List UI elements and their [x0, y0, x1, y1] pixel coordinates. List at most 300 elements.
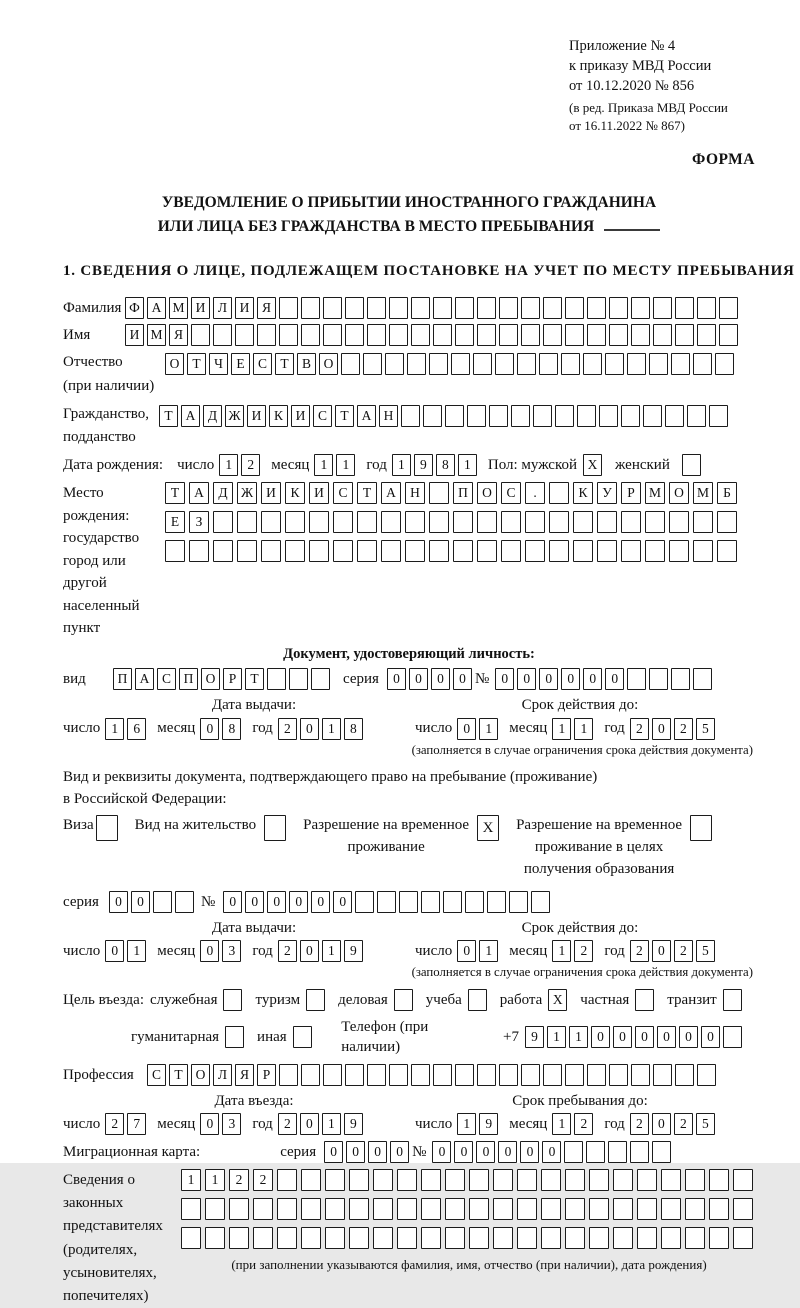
representatives-cell[interactable] — [709, 1169, 729, 1191]
birthplace-cell[interactable] — [549, 540, 569, 562]
citizenship-cell[interactable] — [489, 405, 508, 427]
representatives-cell[interactable] — [253, 1198, 273, 1220]
surname-cell[interactable] — [543, 297, 562, 319]
patronymic-cell[interactable]: Ч — [209, 353, 228, 375]
doc-kind-cell[interactable]: С — [157, 668, 176, 690]
representatives-cell[interactable]: 2 — [229, 1169, 249, 1191]
birthplace-cell[interactable] — [477, 540, 497, 562]
birthplace-cell[interactable]: . — [525, 482, 545, 504]
representatives-cell[interactable] — [301, 1198, 321, 1220]
birthplace-cell[interactable] — [429, 482, 449, 504]
entry-year-cell[interactable]: 1 — [322, 1113, 341, 1135]
purpose-checkbox-cell[interactable]: X — [548, 989, 567, 1011]
citizenship-cell[interactable]: Н — [379, 405, 398, 427]
res-valid-day-cell[interactable]: 1 — [479, 940, 498, 962]
surname-cell[interactable]: А — [147, 297, 166, 319]
representatives-cell[interactable] — [661, 1198, 681, 1220]
citizenship-cell[interactable] — [643, 405, 662, 427]
res-valid-year-cell[interactable]: 0 — [652, 940, 671, 962]
doc-kind-cell[interactable] — [289, 668, 308, 690]
phone-cell[interactable] — [723, 1026, 742, 1048]
resdoc-number-cell[interactable] — [531, 891, 550, 913]
resdoc-number-cell[interactable] — [399, 891, 418, 913]
representatives-cell[interactable] — [541, 1169, 561, 1191]
birthplace-cell[interactable] — [597, 540, 617, 562]
surname-cell[interactable] — [433, 297, 452, 319]
representatives-cell[interactable] — [181, 1227, 201, 1249]
stay-month-cell[interactable]: 2 — [574, 1113, 593, 1135]
profession-cell[interactable]: Т — [169, 1064, 188, 1086]
res-valid-day-cell[interactable]: 0 — [457, 940, 476, 962]
birthplace-cell[interactable] — [333, 540, 353, 562]
patronymic-cell[interactable]: Т — [275, 353, 294, 375]
migcard-number-cell[interactable] — [586, 1141, 605, 1163]
migcard-series-cell[interactable]: 0 — [346, 1141, 365, 1163]
representatives-cell[interactable] — [373, 1227, 393, 1249]
firstname-cell[interactable] — [521, 324, 540, 346]
firstname-cell[interactable] — [455, 324, 474, 346]
res-valid-year-cell[interactable]: 5 — [696, 940, 715, 962]
profession-cell[interactable]: Р — [257, 1064, 276, 1086]
birth-day-cell[interactable]: 2 — [241, 454, 260, 476]
birthplace-cell[interactable] — [549, 482, 569, 504]
representatives-cell[interactable] — [709, 1227, 729, 1249]
surname-cell[interactable] — [301, 297, 320, 319]
birthplace-cell[interactable] — [189, 540, 209, 562]
birthplace-cell[interactable] — [333, 511, 353, 533]
doc-kind-cell[interactable]: П — [179, 668, 198, 690]
firstname-cell[interactable] — [257, 324, 276, 346]
citizenship-cell[interactable]: К — [269, 405, 288, 427]
birthplace-cell[interactable] — [357, 511, 377, 533]
purpose-checkbox-cell[interactable] — [468, 989, 487, 1011]
patronymic-cell[interactable] — [583, 353, 602, 375]
migcard-number-cell[interactable]: 0 — [432, 1141, 451, 1163]
birthplace-cell[interactable]: Т — [165, 482, 185, 504]
birthplace-cell[interactable]: К — [573, 482, 593, 504]
firstname-cell[interactable] — [499, 324, 518, 346]
birthplace-cell[interactable] — [453, 511, 473, 533]
birthplace-cell[interactable] — [405, 540, 425, 562]
purpose-checkbox-cell[interactable] — [635, 989, 654, 1011]
resdoc-series-cell[interactable]: 0 — [109, 891, 128, 913]
entry-year-cell[interactable]: 9 — [344, 1113, 363, 1135]
citizenship-cell[interactable]: А — [357, 405, 376, 427]
doc-kind-cell[interactable]: А — [135, 668, 154, 690]
id-valid-year-cell[interactable]: 5 — [696, 718, 715, 740]
firstname-cell[interactable]: М — [147, 324, 166, 346]
patronymic-cell[interactable] — [407, 353, 426, 375]
surname-cell[interactable] — [697, 297, 716, 319]
surname-cell[interactable] — [587, 297, 606, 319]
firstname-cell[interactable] — [565, 324, 584, 346]
resdoc-number-cell[interactable] — [377, 891, 396, 913]
representatives-cell[interactable] — [469, 1169, 489, 1191]
purpose-checkbox-cell[interactable] — [723, 989, 742, 1011]
birthplace-cell[interactable] — [309, 540, 329, 562]
doc-number-cell[interactable]: 0 — [517, 668, 536, 690]
representatives-cell[interactable] — [205, 1227, 225, 1249]
resdoc-number-cell[interactable]: 0 — [333, 891, 352, 913]
birthplace-cell[interactable] — [597, 511, 617, 533]
stay-day-cell[interactable]: 1 — [457, 1113, 476, 1135]
birthplace-cell[interactable]: А — [381, 482, 401, 504]
res-issue-day-cell[interactable]: 0 — [105, 940, 124, 962]
representatives-cell[interactable]: 1 — [205, 1169, 225, 1191]
representatives-cell[interactable] — [541, 1198, 561, 1220]
stay-year-cell[interactable]: 5 — [696, 1113, 715, 1135]
surname-cell[interactable]: Я — [257, 297, 276, 319]
birthplace-cell[interactable] — [621, 511, 641, 533]
purpose-checkbox-cell[interactable] — [394, 989, 413, 1011]
representatives-cell[interactable] — [397, 1198, 417, 1220]
firstname-cell[interactable] — [279, 324, 298, 346]
citizenship-cell[interactable] — [533, 405, 552, 427]
res-issue-day-cell[interactable]: 1 — [127, 940, 146, 962]
profession-cell[interactable] — [301, 1064, 320, 1086]
id-issue-day-cell[interactable]: 6 — [127, 718, 146, 740]
profession-cell[interactable] — [697, 1064, 716, 1086]
id-valid-day-cell[interactable]: 0 — [457, 718, 476, 740]
citizenship-cell[interactable] — [621, 405, 640, 427]
firstname-cell[interactable] — [433, 324, 452, 346]
birthplace-cell[interactable] — [549, 511, 569, 533]
representatives-cell[interactable]: 2 — [253, 1169, 273, 1191]
profession-cell[interactable] — [499, 1064, 518, 1086]
resdoc-number-cell[interactable]: 0 — [223, 891, 242, 913]
doc-number-cell[interactable] — [693, 668, 712, 690]
birthplace-cell[interactable]: О — [669, 482, 689, 504]
profession-cell[interactable] — [653, 1064, 672, 1086]
res-valid-year-cell[interactable]: 2 — [674, 940, 693, 962]
surname-cell[interactable] — [631, 297, 650, 319]
patronymic-cell[interactable] — [341, 353, 360, 375]
representatives-cell[interactable] — [301, 1227, 321, 1249]
patronymic-cell[interactable] — [451, 353, 470, 375]
birthplace-cell[interactable] — [381, 511, 401, 533]
representatives-cell[interactable] — [661, 1169, 681, 1191]
profession-cell[interactable] — [411, 1064, 430, 1086]
representatives-cell[interactable] — [277, 1227, 297, 1249]
id-valid-year-cell[interactable]: 2 — [630, 718, 649, 740]
phone-cell[interactable]: 0 — [657, 1026, 676, 1048]
surname-cell[interactable] — [609, 297, 628, 319]
birthplace-cell[interactable] — [501, 511, 521, 533]
surname-cell[interactable] — [389, 297, 408, 319]
phone-cell[interactable]: 9 — [525, 1026, 544, 1048]
firstname-cell[interactable] — [191, 324, 210, 346]
surname-cell[interactable] — [719, 297, 738, 319]
representatives-cell[interactable] — [637, 1169, 657, 1191]
id-valid-month-cell[interactable]: 1 — [574, 718, 593, 740]
profession-cell[interactable] — [279, 1064, 298, 1086]
resdoc-series-cell[interactable] — [153, 891, 172, 913]
entry-month-cell[interactable]: 0 — [200, 1113, 219, 1135]
patronymic-cell[interactable] — [363, 353, 382, 375]
resdoc-number-cell[interactable] — [487, 891, 506, 913]
representatives-cell[interactable] — [325, 1198, 345, 1220]
birthplace-cell[interactable] — [261, 511, 281, 533]
profession-cell[interactable] — [543, 1064, 562, 1086]
id-issue-year-cell[interactable]: 8 — [344, 718, 363, 740]
id-valid-year-cell[interactable]: 0 — [652, 718, 671, 740]
representatives-cell[interactable] — [517, 1169, 537, 1191]
citizenship-cell[interactable] — [709, 405, 728, 427]
representatives-cell[interactable] — [445, 1169, 465, 1191]
patronymic-cell[interactable]: В — [297, 353, 316, 375]
migcard-number-cell[interactable]: 0 — [498, 1141, 517, 1163]
entry-year-cell[interactable]: 0 — [300, 1113, 319, 1135]
birthplace-cell[interactable] — [693, 540, 713, 562]
representatives-cell[interactable] — [493, 1227, 513, 1249]
resdoc-number-cell[interactable] — [421, 891, 440, 913]
firstname-cell[interactable] — [543, 324, 562, 346]
representatives-cell[interactable] — [637, 1227, 657, 1249]
representatives-cell[interactable] — [541, 1227, 561, 1249]
representatives-cell[interactable] — [301, 1169, 321, 1191]
migcard-number-cell[interactable]: 0 — [476, 1141, 495, 1163]
representatives-cell[interactable] — [709, 1198, 729, 1220]
profession-cell[interactable] — [521, 1064, 540, 1086]
birthplace-cell[interactable] — [381, 540, 401, 562]
birthplace-cell[interactable]: Д — [213, 482, 233, 504]
migcard-number-cell[interactable] — [608, 1141, 627, 1163]
res-issue-year-cell[interactable]: 9 — [344, 940, 363, 962]
representatives-cell[interactable] — [589, 1198, 609, 1220]
citizenship-cell[interactable]: Т — [159, 405, 178, 427]
representatives-cell[interactable] — [325, 1169, 345, 1191]
birthplace-cell[interactable]: Р — [621, 482, 641, 504]
id-valid-month-cell[interactable]: 1 — [552, 718, 571, 740]
res-issue-year-cell[interactable]: 1 — [322, 940, 341, 962]
citizenship-cell[interactable] — [511, 405, 530, 427]
doc-kind-cell[interactable]: Т — [245, 668, 264, 690]
citizenship-cell[interactable]: И — [247, 405, 266, 427]
birth-year-cell[interactable]: 1 — [458, 454, 477, 476]
birthplace-cell[interactable]: А — [189, 482, 209, 504]
birthplace-cell[interactable] — [357, 540, 377, 562]
res-issue-month-cell[interactable]: 3 — [222, 940, 241, 962]
citizenship-cell[interactable]: Ж — [225, 405, 244, 427]
birthplace-cell[interactable]: С — [501, 482, 521, 504]
surname-cell[interactable] — [323, 297, 342, 319]
representatives-cell[interactable] — [637, 1198, 657, 1220]
firstname-cell[interactable] — [235, 324, 254, 346]
profession-cell[interactable]: О — [191, 1064, 210, 1086]
birth-year-cell[interactable]: 8 — [436, 454, 455, 476]
birthplace-cell[interactable] — [669, 511, 689, 533]
birthplace-cell[interactable]: Ж — [237, 482, 257, 504]
patronymic-cell[interactable] — [627, 353, 646, 375]
purpose-checkbox-cell[interactable] — [293, 1026, 312, 1048]
birthplace-cell[interactable]: У — [597, 482, 617, 504]
firstname-cell[interactable] — [367, 324, 386, 346]
representatives-cell[interactable] — [469, 1227, 489, 1249]
representatives-cell[interactable] — [469, 1198, 489, 1220]
phone-cell[interactable]: 0 — [701, 1026, 720, 1048]
birthplace-cell[interactable]: Н — [405, 482, 425, 504]
representatives-cell[interactable] — [277, 1169, 297, 1191]
birth-day-cell[interactable]: 1 — [219, 454, 238, 476]
patronymic-cell[interactable]: С — [253, 353, 272, 375]
patronymic-cell[interactable] — [605, 353, 624, 375]
citizenship-cell[interactable] — [467, 405, 486, 427]
representatives-cell[interactable] — [565, 1169, 585, 1191]
citizenship-cell[interactable] — [401, 405, 420, 427]
birthplace-cell[interactable]: С — [333, 482, 353, 504]
birthplace-cell[interactable]: Б — [717, 482, 737, 504]
birthplace-cell[interactable] — [501, 540, 521, 562]
resdoc-number-cell[interactable] — [443, 891, 462, 913]
doc-kind-cell[interactable] — [311, 668, 330, 690]
profession-cell[interactable] — [675, 1064, 694, 1086]
profession-cell[interactable]: Я — [235, 1064, 254, 1086]
citizenship-cell[interactable] — [665, 405, 684, 427]
representatives-cell[interactable] — [565, 1198, 585, 1220]
firstname-cell[interactable] — [653, 324, 672, 346]
representatives-cell[interactable] — [181, 1198, 201, 1220]
representatives-cell[interactable] — [397, 1227, 417, 1249]
citizenship-cell[interactable] — [423, 405, 442, 427]
resdoc-number-cell[interactable] — [465, 891, 484, 913]
profession-cell[interactable] — [609, 1064, 628, 1086]
doc-number-cell[interactable]: 0 — [561, 668, 580, 690]
migcard-number-cell[interactable]: 0 — [520, 1141, 539, 1163]
representatives-cell[interactable] — [253, 1227, 273, 1249]
representatives-cell[interactable] — [445, 1227, 465, 1249]
doc-number-cell[interactable] — [627, 668, 646, 690]
firstname-cell[interactable] — [719, 324, 738, 346]
doc-number-cell[interactable]: 0 — [495, 668, 514, 690]
representatives-cell[interactable] — [565, 1227, 585, 1249]
resdoc-number-cell[interactable] — [509, 891, 528, 913]
temp-residence-education-checkbox-cell[interactable] — [690, 815, 712, 841]
birthplace-cell[interactable] — [165, 540, 185, 562]
birthplace-cell[interactable] — [573, 540, 593, 562]
representatives-cell[interactable] — [733, 1198, 753, 1220]
citizenship-cell[interactable] — [445, 405, 464, 427]
patronymic-cell[interactable] — [517, 353, 536, 375]
representatives-cell[interactable]: 1 — [181, 1169, 201, 1191]
representatives-cell[interactable] — [421, 1198, 441, 1220]
firstname-cell[interactable] — [389, 324, 408, 346]
id-issue-month-cell[interactable]: 8 — [222, 718, 241, 740]
birthplace-cell[interactable]: М — [645, 482, 665, 504]
migcard-number-cell[interactable] — [630, 1141, 649, 1163]
id-valid-day-cell[interactable]: 1 — [479, 718, 498, 740]
phone-cell[interactable]: 0 — [591, 1026, 610, 1048]
res-valid-year-cell[interactable]: 2 — [630, 940, 649, 962]
doc-number-cell[interactable]: 0 — [583, 668, 602, 690]
birthplace-cell[interactable] — [573, 511, 593, 533]
id-issue-year-cell[interactable]: 1 — [322, 718, 341, 740]
migcard-series-cell[interactable]: 0 — [368, 1141, 387, 1163]
representatives-cell[interactable] — [517, 1198, 537, 1220]
birthplace-cell[interactable]: О — [477, 482, 497, 504]
representatives-cell[interactable] — [373, 1198, 393, 1220]
birthplace-cell[interactable] — [645, 540, 665, 562]
surname-cell[interactable] — [499, 297, 518, 319]
surname-cell[interactable] — [279, 297, 298, 319]
doc-series-cell[interactable]: 0 — [431, 668, 450, 690]
patronymic-cell[interactable] — [429, 353, 448, 375]
surname-cell[interactable] — [565, 297, 584, 319]
representatives-cell[interactable] — [493, 1198, 513, 1220]
citizenship-cell[interactable]: И — [291, 405, 310, 427]
profession-cell[interactable] — [345, 1064, 364, 1086]
patronymic-cell[interactable]: Т — [187, 353, 206, 375]
representatives-cell[interactable] — [421, 1169, 441, 1191]
birthplace-cell[interactable] — [645, 511, 665, 533]
birthplace-cell[interactable]: Т — [357, 482, 377, 504]
profession-cell[interactable] — [323, 1064, 342, 1086]
doc-kind-cell[interactable] — [267, 668, 286, 690]
birthplace-cell[interactable]: Е — [165, 511, 185, 533]
migcard-number-cell[interactable] — [652, 1141, 671, 1163]
representatives-cell[interactable] — [613, 1198, 633, 1220]
birthplace-cell[interactable] — [429, 511, 449, 533]
patronymic-cell[interactable] — [671, 353, 690, 375]
phone-cell[interactable]: 0 — [679, 1026, 698, 1048]
representatives-cell[interactable] — [205, 1198, 225, 1220]
purpose-checkbox-cell[interactable] — [223, 989, 242, 1011]
doc-number-cell[interactable] — [671, 668, 690, 690]
surname-cell[interactable]: М — [169, 297, 188, 319]
representatives-cell[interactable] — [373, 1169, 393, 1191]
firstname-cell[interactable]: И — [125, 324, 144, 346]
citizenship-cell[interactable] — [555, 405, 574, 427]
stay-year-cell[interactable]: 0 — [652, 1113, 671, 1135]
birthplace-cell[interactable]: П — [453, 482, 473, 504]
doc-number-cell[interactable]: 0 — [605, 668, 624, 690]
migcard-series-cell[interactable]: 0 — [324, 1141, 343, 1163]
surname-cell[interactable] — [411, 297, 430, 319]
profession-cell[interactable] — [433, 1064, 452, 1086]
representatives-cell[interactable] — [445, 1198, 465, 1220]
residence-permit-checkbox-cell[interactable] — [264, 815, 286, 841]
birthplace-cell[interactable] — [717, 540, 737, 562]
firstname-cell[interactable]: Я — [169, 324, 188, 346]
patronymic-cell[interactable] — [385, 353, 404, 375]
doc-series-cell[interactable]: 0 — [387, 668, 406, 690]
representatives-cell[interactable] — [397, 1169, 417, 1191]
phone-cell[interactable]: 1 — [547, 1026, 566, 1048]
patronymic-cell[interactable] — [715, 353, 734, 375]
migcard-number-cell[interactable]: 0 — [454, 1141, 473, 1163]
representatives-cell[interactable] — [229, 1227, 249, 1249]
migcard-number-cell[interactable]: 0 — [542, 1141, 561, 1163]
birthplace-cell[interactable] — [237, 511, 257, 533]
representatives-cell[interactable] — [685, 1169, 705, 1191]
id-issue-day-cell[interactable]: 1 — [105, 718, 124, 740]
doc-series-cell[interactable]: 0 — [453, 668, 472, 690]
res-valid-month-cell[interactable]: 2 — [574, 940, 593, 962]
resdoc-number-cell[interactable] — [355, 891, 374, 913]
id-issue-year-cell[interactable]: 0 — [300, 718, 319, 740]
purpose-checkbox-cell[interactable] — [306, 989, 325, 1011]
firstname-cell[interactable] — [213, 324, 232, 346]
profession-cell[interactable] — [631, 1064, 650, 1086]
res-issue-year-cell[interactable]: 2 — [278, 940, 297, 962]
birthplace-cell[interactable] — [285, 540, 305, 562]
firstname-cell[interactable] — [697, 324, 716, 346]
entry-year-cell[interactable]: 2 — [278, 1113, 297, 1135]
res-issue-month-cell[interactable]: 0 — [200, 940, 219, 962]
doc-series-cell[interactable]: 0 — [409, 668, 428, 690]
surname-cell[interactable] — [521, 297, 540, 319]
resdoc-number-cell[interactable]: 0 — [267, 891, 286, 913]
surname-cell[interactable] — [345, 297, 364, 319]
